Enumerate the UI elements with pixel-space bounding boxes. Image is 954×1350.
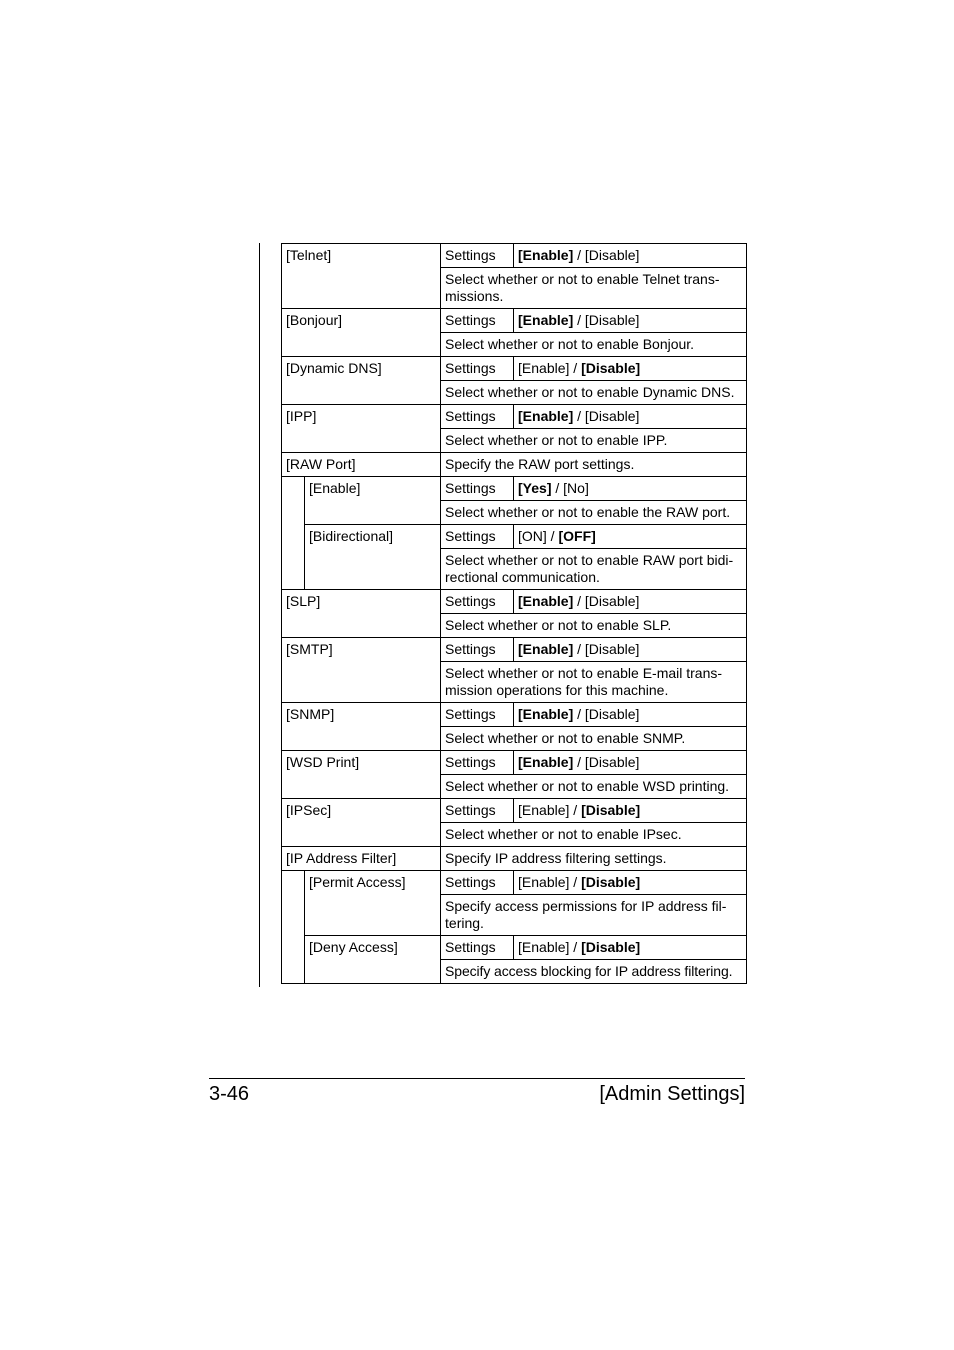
settings-label: Settings bbox=[441, 590, 514, 614]
setting-description: Select whether or not to enable E-mail trans- mission operations for this machine. bbox=[441, 662, 747, 703]
setting-options: [Enable] / [Disable] bbox=[514, 405, 747, 429]
settings-label: Settings bbox=[441, 703, 514, 727]
setting-options: [Enable] / [Disable] bbox=[514, 703, 747, 727]
settings-label: Settings bbox=[441, 309, 514, 333]
setting-name: [Dynamic DNS] bbox=[282, 357, 441, 405]
table-row bbox=[282, 453, 747, 477]
setting-name: [SLP] bbox=[282, 590, 441, 638]
setting-name: [WSD Print] bbox=[282, 751, 441, 799]
settings-label: Settings bbox=[441, 936, 514, 960]
setting-description: Select whether or not to enable Dynamic DNS. bbox=[441, 381, 747, 405]
table-row bbox=[282, 357, 747, 381]
setting-description: Select whether or not to enable Telnet trans- missions. bbox=[441, 268, 747, 309]
setting-description: Specify access permissions for IP address fil- tering. bbox=[441, 895, 747, 936]
setting-description: Select whether or not to enable SLP. bbox=[441, 614, 747, 638]
setting-name: [Enable] bbox=[305, 477, 441, 525]
setting-description: Specify IP address filtering settings. bbox=[441, 847, 747, 871]
change-bar bbox=[259, 243, 260, 987]
setting-name: [IPSec] bbox=[282, 799, 441, 847]
table-row bbox=[282, 244, 747, 268]
table-row bbox=[282, 936, 747, 960]
settings-label: Settings bbox=[441, 751, 514, 775]
setting-name: [Bonjour] bbox=[282, 309, 441, 357]
indent-cell bbox=[282, 477, 305, 590]
settings-label: Settings bbox=[441, 525, 514, 549]
setting-options: [Enable] / [Disable] bbox=[514, 590, 747, 614]
setting-name: [SNMP] bbox=[282, 703, 441, 751]
table-row bbox=[282, 405, 747, 429]
settings-label: Settings bbox=[441, 405, 514, 429]
setting-options: [ON] / [OFF] bbox=[514, 525, 747, 549]
setting-name: [Telnet] bbox=[282, 244, 441, 309]
setting-name: [Deny Access] bbox=[305, 936, 441, 984]
table-row bbox=[282, 703, 747, 727]
indent-cell bbox=[282, 871, 305, 984]
settings-label: Settings bbox=[441, 638, 514, 662]
table-row bbox=[282, 477, 747, 501]
settings-label: Settings bbox=[441, 871, 514, 895]
table-row bbox=[282, 871, 747, 895]
table-row bbox=[282, 590, 747, 614]
setting-options: [Enable] / [Disable] bbox=[514, 751, 747, 775]
setting-description: Select whether or not to enable IPsec. bbox=[441, 823, 747, 847]
setting-description: Select whether or not to enable Bonjour. bbox=[441, 333, 747, 357]
setting-name: [IP Address Filter] bbox=[282, 847, 441, 871]
setting-name: [IPP] bbox=[282, 405, 441, 453]
setting-description: Specify the RAW port settings. bbox=[441, 453, 747, 477]
setting-description: Select whether or not to enable RAW port bidi- rectional communication. bbox=[441, 549, 747, 590]
setting-description: Specify access blocking for IP address filtering. bbox=[441, 960, 747, 984]
table-row bbox=[282, 751, 747, 775]
setting-options: [Enable] / [Disable] bbox=[514, 357, 747, 381]
settings-label: Settings bbox=[441, 799, 514, 823]
setting-options: [Enable] / [Disable] bbox=[514, 799, 747, 823]
setting-options: [Yes] / [No] bbox=[514, 477, 747, 501]
setting-options: [Enable] / [Disable] bbox=[514, 309, 747, 333]
setting-options: [Enable] / [Disable] bbox=[514, 244, 747, 268]
footer-rule bbox=[209, 1078, 745, 1079]
table-row bbox=[282, 847, 747, 871]
setting-name: [Bidirectional] bbox=[305, 525, 441, 590]
setting-options: [Enable] / [Disable] bbox=[514, 936, 747, 960]
table-row bbox=[282, 525, 747, 549]
settings-label: Settings bbox=[441, 244, 514, 268]
setting-options: [Enable] / [Disable] bbox=[514, 871, 747, 895]
admin-settings-table bbox=[281, 243, 747, 984]
setting-description: Select whether or not to enable WSD printing. bbox=[441, 775, 747, 799]
setting-options: [Enable] / [Disable] bbox=[514, 638, 747, 662]
setting-name: [SMTP] bbox=[282, 638, 441, 703]
page-number: 3-46 bbox=[209, 1083, 250, 1105]
settings-label: Settings bbox=[441, 357, 514, 381]
setting-description: Select whether or not to enable IPP. bbox=[441, 429, 747, 453]
setting-description: Select whether or not to enable the RAW port. bbox=[441, 501, 747, 525]
table-row bbox=[282, 309, 747, 333]
settings-label: Settings bbox=[441, 477, 514, 501]
section-title: [Admin Settings] bbox=[599, 1083, 745, 1105]
table-row bbox=[282, 638, 747, 662]
setting-description: Select whether or not to enable SNMP. bbox=[441, 727, 747, 751]
setting-name: [RAW Port] bbox=[282, 453, 441, 477]
table-row bbox=[282, 799, 747, 823]
setting-name: [Permit Access] bbox=[305, 871, 441, 936]
